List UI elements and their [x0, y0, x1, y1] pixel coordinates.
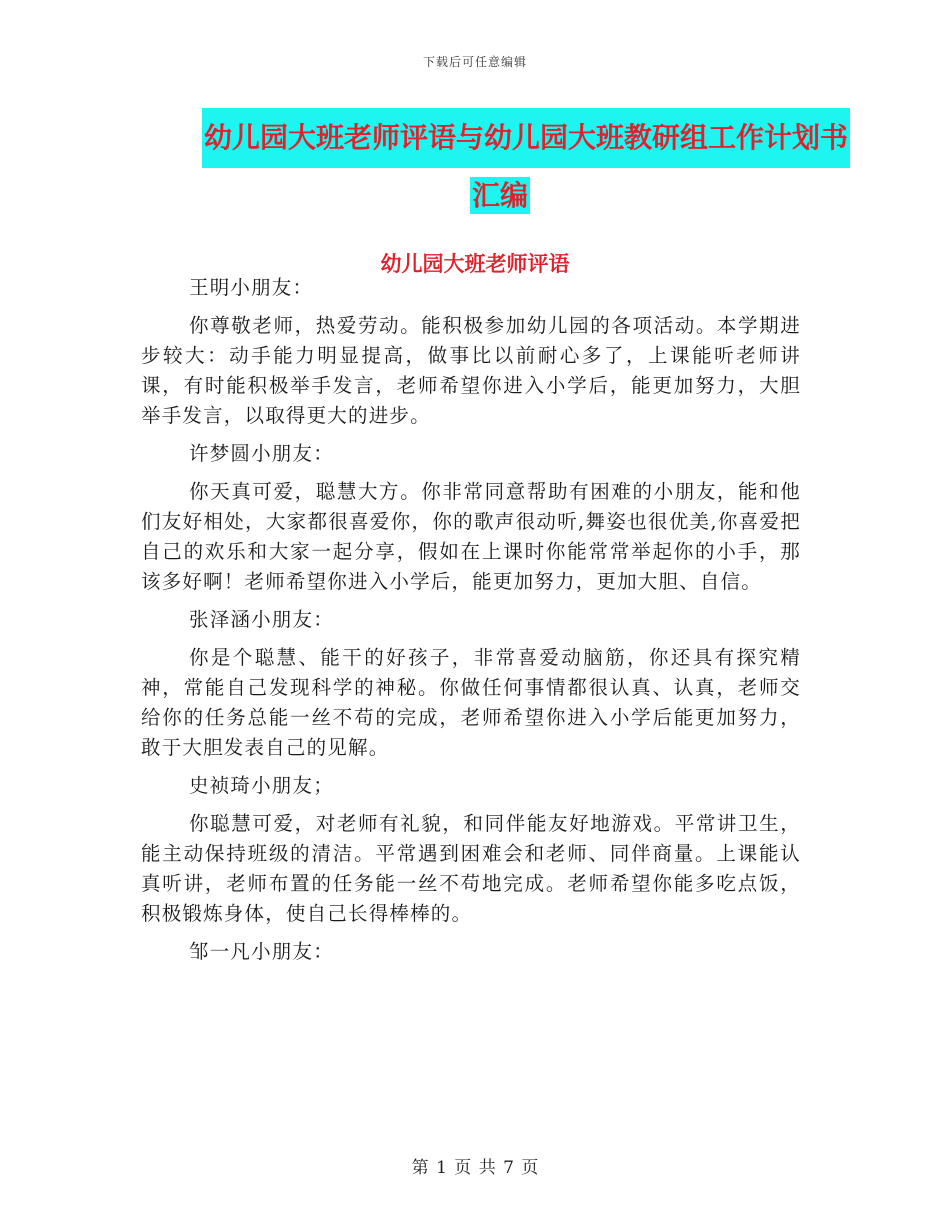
- document-title-line-1: 幼儿园大班老师评语与幼儿园大班教研组工作计划书: [202, 108, 850, 168]
- section-heading: 幼儿园大班老师评语: [380, 252, 570, 276]
- paragraph: 你聪慧可爱，对老师有礼貌，和同伴能友好地游戏。平常讲卫生，能主动保持班级的清洁。平常遇到困难会和老师、同伴商量。上课能认真听讲，老师布置的任务能一丝不苟地完成。老师希望你能多吃点饭，积极锻炼身体，使自己长得棒棒的。: [141, 812, 801, 925]
- paragraph: 邹一凡小朋友：: [189, 940, 334, 963]
- paragraph: 许梦圆小朋友：: [189, 442, 334, 465]
- paragraph: 王明小朋友：: [189, 276, 314, 299]
- document-title-line-2: 汇编: [471, 179, 528, 212]
- paragraph: 史祯琦小朋友；: [189, 774, 334, 797]
- paragraph: 你尊敬老师，热爱劳动。能积极参加幼儿园的各项活动。本学期进步较大：动手能力明显提高，做事比以前耐心多了，上课能听老师讲课，有时能积极举手发言，老师希望你进入小学后，能更加努力，大胆举手发言，以取得更大的进步。: [141, 314, 801, 427]
- page-header-note: 下载后可任意编辑: [422, 55, 527, 69]
- document-title: [140, 108, 860, 224]
- page-number-footer: 第 1 页 共 7 页: [411, 1158, 539, 1178]
- document-body: [141, 273, 801, 975]
- paragraph: 张泽涵小朋友：: [189, 608, 334, 631]
- paragraph: 你天真可爱，聪慧大方。你非常同意帮助有困难的小朋友，能和他们友好相处，大家都很喜爱你，你的歌声很动听,舞姿也很优美,你喜爱把自己的欢乐和大家一起分享，假如在上课时你能常常举起你的小手，那该多好啊！老师希望你进入小学后，能更加努力，更加大胆、自信。: [141, 480, 801, 593]
- paragraph: 你是个聪慧、能干的好孩子，非常喜爱动脑筋，你还具有探究精神，常能自己发现科学的神秘。你做任何事情都很认真、认真，老师交给你的任务总能一丝不苟的完成，老师希望你进入小学后能更加努力，敢于大胆发表自己的见解。: [141, 646, 801, 759]
